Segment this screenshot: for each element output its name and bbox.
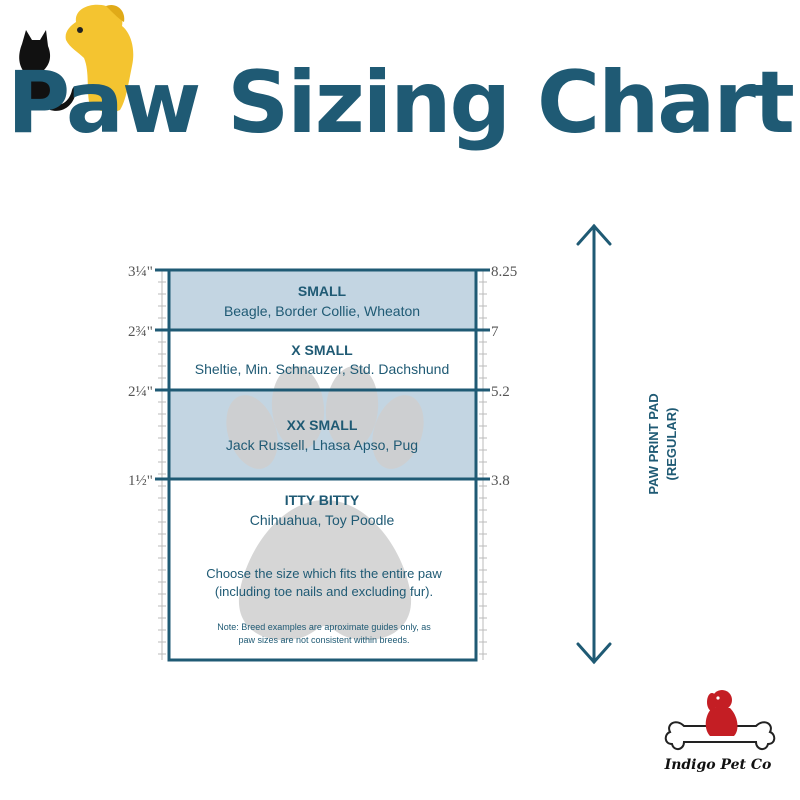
size-label-x-small: X SMALL [291, 342, 353, 358]
right-tick-label: 3.8 [491, 473, 510, 489]
note-line-2: paw sizes are not consistent within breeds. [238, 635, 410, 645]
note-line-1: Note: Breed examples are aproximate guides only, as [217, 622, 431, 632]
brand-name: Indigo Pet Co [664, 757, 772, 773]
left-tick-label: 1½" [128, 473, 153, 489]
left-tick-label: 2¾" [128, 324, 153, 340]
breeds-itty-bitty: Chihuahua, Toy Poodle [249, 512, 395, 528]
size-label-small: SMALL [297, 283, 347, 299]
size-label-itty-bitty: ITTY BITTY [284, 492, 360, 508]
breeds-small: Beagle, Border Collie, Wheaton [223, 303, 421, 319]
band-small [169, 270, 476, 330]
right-tick-label: 5.2 [491, 384, 510, 400]
instructions-line-2: (including toe nails and excluding fur). [214, 584, 434, 599]
left-tick-label: 2¼" [128, 384, 153, 400]
instructions-line-1: Choose the size which fits the entire paw [206, 566, 442, 581]
size-label-xx-small: XX SMALL [286, 417, 358, 433]
axis-label-line-1: PAW PRINT PAD [646, 393, 661, 495]
double-arrow-icon [578, 226, 610, 662]
breeds-xx-small: Jack Russell, Lhasa Apso, Pug [225, 437, 419, 453]
right-tick-label: 8.25 [491, 264, 518, 280]
puppy-icon [706, 690, 738, 736]
axis-label-line-2: (REGULAR) [664, 407, 679, 481]
right-tick-label: 7 [491, 324, 499, 340]
left-tick-label: 3¼" [128, 264, 153, 280]
breeds-x-small: Sheltie, Min. Schnauzer, Std. Dachshund [194, 361, 450, 377]
page-title: Paw Sizing Chart [7, 53, 793, 153]
